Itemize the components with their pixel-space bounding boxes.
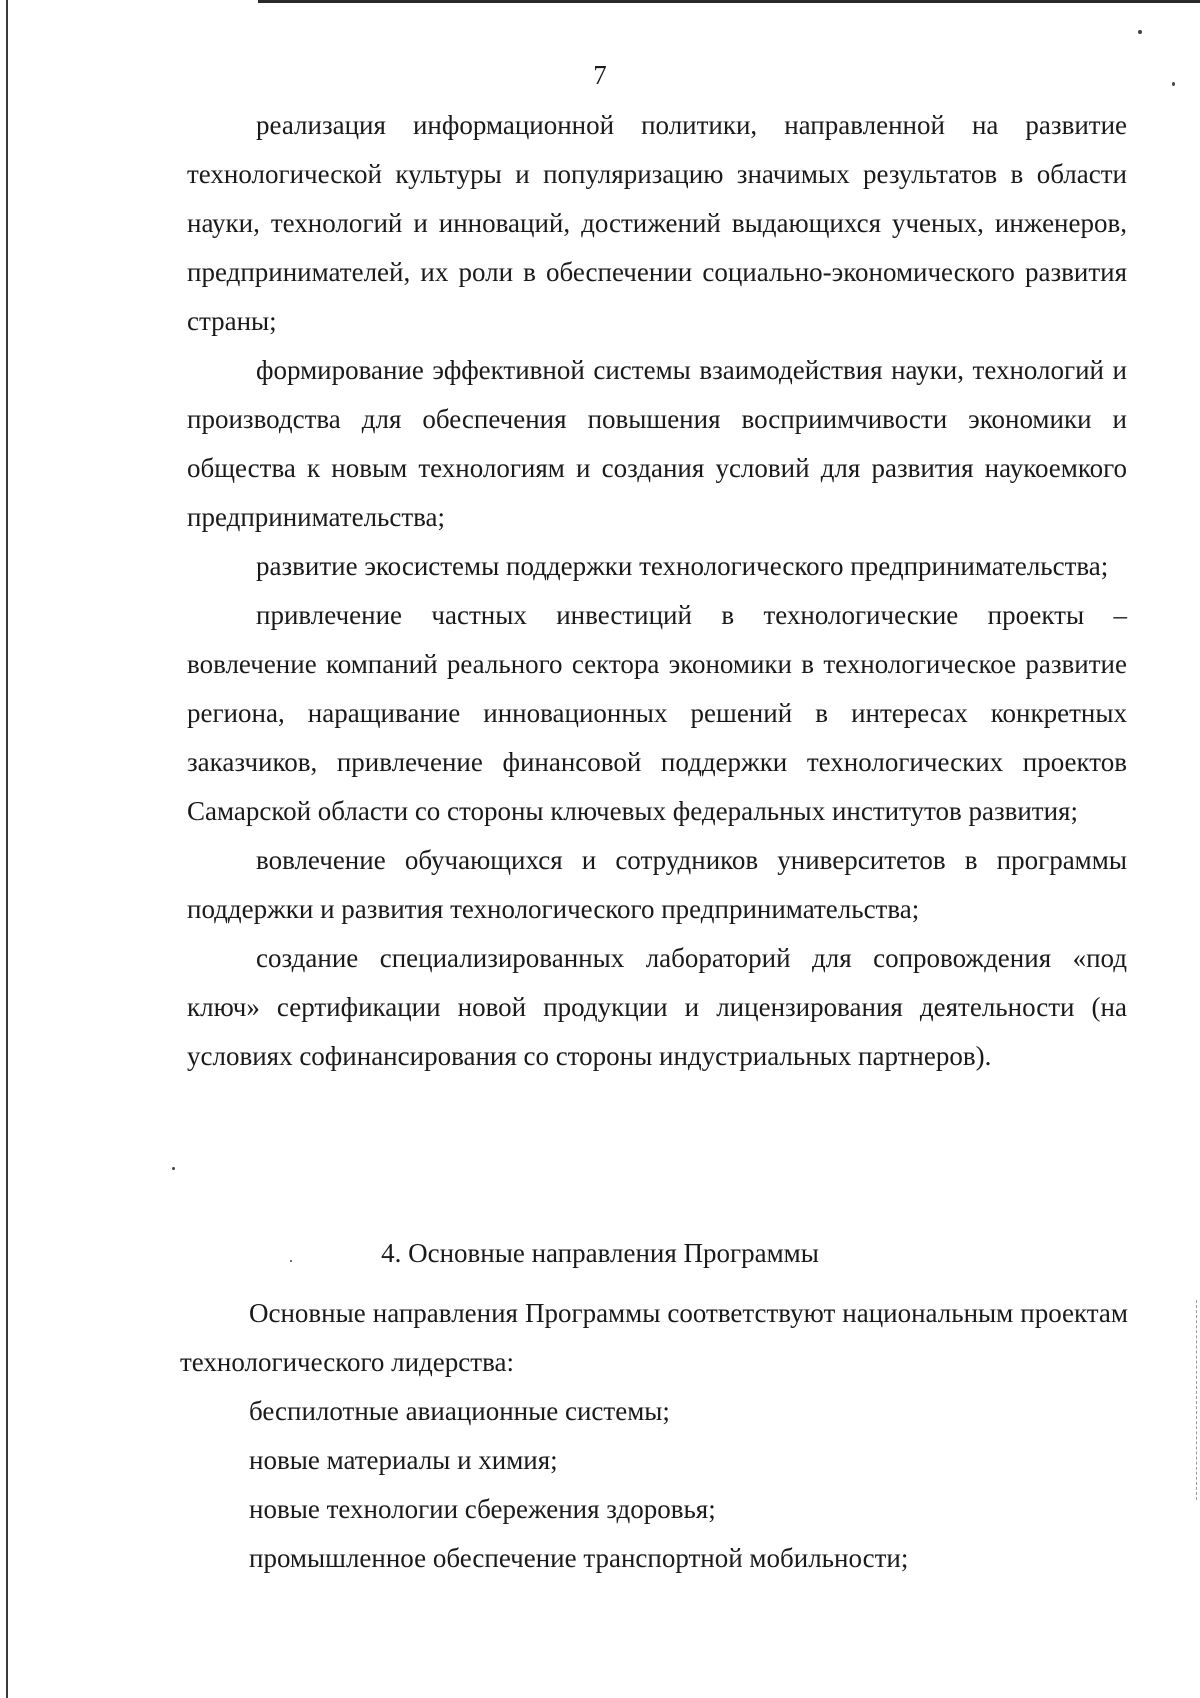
paragraph: развитие экосистемы поддержки технологического предпринимательства;	[256, 551, 1109, 581]
body-text	[187, 101, 1127, 1081]
paragraph: формирование эффективной системы взаимодействия науки, технологий и производства для обеспечения повышения восприимчивости экономики и общества к новым технологиям и создания условий для развития наукоемкого предпринимательства;	[187, 355, 1127, 532]
scan-speck	[172, 1167, 175, 1170]
scan-top-edge	[258, 0, 1200, 3]
scan-left-edge	[6, 0, 8, 1698]
scan-speck	[1138, 30, 1142, 34]
section-heading: 4. Основные направления Программы	[381, 1238, 819, 1268]
scan-right-edge	[1196, 1300, 1198, 1500]
list-item: новые технологии сбережения здоровья;	[249, 1494, 716, 1524]
list-item: беспилотные авиационные системы;	[249, 1396, 670, 1426]
list-item: новые материалы и химия;	[249, 1445, 558, 1475]
list-item: промышленное обеспечение транспортной мобильности;	[249, 1543, 909, 1573]
directions-list	[249, 1387, 908, 1583]
paragraph: вовлечение обучающихся и сотрудников университетов в программы поддержки и развития технологического предпринимательства;	[187, 845, 1127, 924]
paragraph: создание специализированных лабораторий для сопровождения «под ключ» сертификации новой продукции и лицензирования деятельности (на условиях софинансирования со стороны индустриальных партнеров).	[187, 943, 1127, 1071]
page-number: 7	[593, 60, 607, 90]
section-body	[180, 1289, 1128, 1387]
paragraph: реализация информационной политики, направленной на развитие технологической культуры и популяризацию значимых результатов в области науки, технологий и инноваций, достижений выдающихся ученых, инженеров, предпринимателей, их роли в обеспечении социально-экономического развития страны;	[187, 110, 1127, 336]
section-intro: Основные направления Программы соответствуют национальным проектам технологического лидерства:	[180, 1298, 1128, 1377]
paragraph: привлечение частных инвестиций в технологические проекты – вовлечение компаний реального сектора экономики в технологическое развитие региона, наращивание инновационных решений в интересах конкретных заказчиков, привлечение финансовой поддержки технологических проектов Самарской области со стороны ключевых федеральных институтов развития;	[187, 600, 1127, 826]
